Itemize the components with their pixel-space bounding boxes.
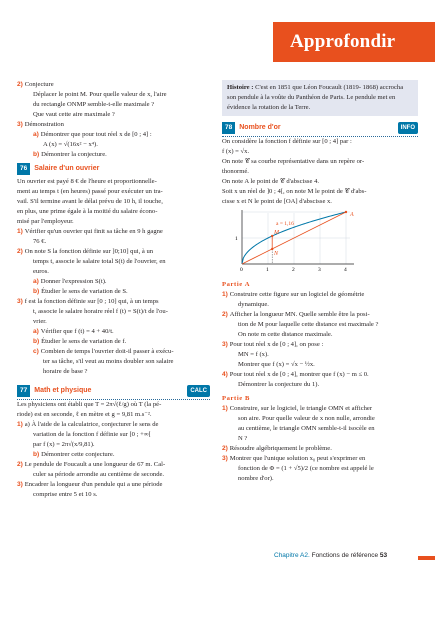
item-text: thonormé. xyxy=(222,168,249,175)
text-line xyxy=(222,300,418,310)
item-text: cisse x et N le point de [OA] d'abscisse x. xyxy=(222,198,332,205)
history-box xyxy=(222,80,418,116)
text-line xyxy=(17,450,210,460)
exercise-78-body xyxy=(222,137,418,207)
text-line xyxy=(17,140,210,150)
info-badge: INFO xyxy=(398,122,418,134)
item-text: Pour tout réel x de [0 ; 4], on pose : xyxy=(229,341,324,348)
item-text: Afficher la longueur MN. Quelle semble être la posi- xyxy=(229,311,370,318)
text-line xyxy=(17,460,210,470)
item-text: Construire, sur le logiciel, le triangle OMN et afficher xyxy=(229,405,373,412)
item-number: b) xyxy=(33,288,42,295)
text-line xyxy=(222,197,418,207)
item-text: Démontrer que pour tout réel x de [0 ; 4] : xyxy=(40,131,152,138)
history-text: C'est en 1851 que Léon Foucault (1819- 1868) accrocha son pendule à la voûte du Panthéon de Paris. Le pendule met en évidence la rotation de la Terre. xyxy=(227,84,404,111)
item-text: Démonstration xyxy=(24,121,64,128)
item-number: b) xyxy=(33,338,42,345)
item-text: Déplacer le point M. Pour quelle valeur de x, l'aire xyxy=(33,91,167,98)
exercise-77-header xyxy=(17,385,210,397)
item-text: Montrer que f (x) = √x − ½x. xyxy=(238,361,315,368)
item-text: Combien de temps l'ouvrier doit-il passer à exécu- xyxy=(40,348,174,355)
item-number: 1) xyxy=(222,405,230,412)
text-line xyxy=(17,90,210,100)
item-text: f (x) = √x. xyxy=(222,148,250,155)
text-line xyxy=(222,370,418,380)
text-line xyxy=(17,207,210,217)
text-line xyxy=(17,490,210,500)
text-line xyxy=(17,317,210,327)
part-a-title: Partie A xyxy=(222,281,251,288)
item-number: 1) xyxy=(222,291,230,298)
item-text: comprise entre 5 et 10 s. xyxy=(33,491,98,498)
tick-1: 1 xyxy=(266,267,269,272)
label-a-value: a = 1,16 xyxy=(276,221,294,227)
text-line xyxy=(222,147,418,157)
item-text: a) À l'aide de la calculatrice, conjecturer le sens de xyxy=(24,421,159,428)
text-line xyxy=(17,420,210,430)
section-title: Approfondir xyxy=(290,31,396,52)
item-text: MN = f (x). xyxy=(238,351,269,358)
item-text: riode) est en seconde, ℓ en mètre et g = 9,81 m.s⁻². xyxy=(17,411,152,418)
history-label: Histoire : xyxy=(227,84,254,91)
item-text: ter sa tâche, s'il veut au moins doubler son salaire xyxy=(43,358,174,365)
exercise-76-title: Salaire d'un ouvrier xyxy=(34,165,100,172)
text-line xyxy=(17,347,210,357)
text-line xyxy=(17,227,210,237)
right-column xyxy=(222,80,418,484)
item-text: au centième, le triangle OMN semble-t-il isocèle en xyxy=(238,425,375,432)
item-text: Construire cette figure sur un logiciel de géométrie xyxy=(229,291,365,298)
text-line xyxy=(17,150,210,160)
item-text: par f (x) = 2π√(x/9,81). xyxy=(33,441,95,448)
exercise-78-header xyxy=(222,122,418,134)
section-banner xyxy=(273,22,435,62)
text-line xyxy=(222,474,418,484)
part-b-body xyxy=(222,404,418,484)
item-text: Soit x un réel de ]0 ; 4[, on note M le point de 𝒞 d'abs- xyxy=(222,188,367,195)
footer-accent-bar xyxy=(418,556,435,560)
text-line xyxy=(222,157,418,167)
text-line xyxy=(17,100,210,110)
item-text: Étudier le sens de variation de f. xyxy=(41,338,127,345)
tick-3: 3 xyxy=(318,267,321,272)
item-text: son aire. Pour quelle valeur de x non nulle, arrondie xyxy=(238,415,375,422)
item-text: en plus, une prime égale à la moitié du salaire écono- xyxy=(17,208,158,215)
item-text: tion de M pour laquelle cette distance est maximale ? xyxy=(238,321,379,328)
exercise-77-title: Math et physique xyxy=(34,387,92,394)
text-line xyxy=(222,320,418,330)
cont-lines xyxy=(17,80,210,160)
text-line xyxy=(17,177,210,187)
item-text: Conjecture xyxy=(24,81,54,88)
text-line xyxy=(17,217,210,227)
sqrt-figure xyxy=(232,210,418,276)
text-line xyxy=(17,237,210,247)
exercise-76-number: 76 xyxy=(17,163,30,175)
item-text: On considère la fonction f définie sur [0 ; 4] par : xyxy=(222,138,352,145)
item-number: 1) xyxy=(17,228,25,235)
text-line xyxy=(17,267,210,277)
text-line xyxy=(17,430,210,440)
item-number: 3) xyxy=(222,341,230,348)
item-text: temps t, associe le salaire total S(t) de l'ouvrier, en xyxy=(33,258,166,265)
text-line xyxy=(17,440,210,450)
item-text: Démontrer la conjecture. xyxy=(41,151,107,158)
item-text: dynamique. xyxy=(238,301,269,308)
item-text: fonction de Φ = (1 + √5)/2 (ce nombre est appelé le xyxy=(238,465,374,472)
text-line xyxy=(17,277,210,287)
text-line xyxy=(222,167,418,177)
text-line xyxy=(222,290,418,300)
item-text: Vérifier qu'un ouvrier qui finit sa tâche en 9 h gagne xyxy=(24,228,163,235)
item-text: Que vaut cette aire maximale ? xyxy=(33,111,115,118)
text-line xyxy=(17,410,210,420)
text-line xyxy=(222,310,418,320)
item-number: 2) xyxy=(222,311,230,318)
text-line xyxy=(17,187,210,197)
item-number: a) xyxy=(33,278,41,285)
text-line xyxy=(17,257,210,267)
item-text: A (x) = √(16x² − x⁴). xyxy=(43,141,98,148)
item-text: t, associe le salaire horaire réel f (t) = S(t)/t de l'ou- xyxy=(33,308,168,315)
item-text: Vérifier que f (t) = 4 + 40/t. xyxy=(40,328,114,335)
exercise-76-header xyxy=(17,163,210,175)
item-text: Montrer que l'unique solution x₀ peut s'exprimer en xyxy=(229,455,366,462)
text-line xyxy=(222,404,418,414)
label-point-n: N xyxy=(274,251,279,257)
item-text: Les physiciens ont établi que T = 2π√(ℓ/g) où T (la pé- xyxy=(17,401,162,408)
footer-section: Fonctions de référence xyxy=(311,552,379,559)
item-text: nombre d'or). xyxy=(238,475,274,482)
text-line xyxy=(17,130,210,140)
item-text: Donner l'expression S(t). xyxy=(40,278,107,285)
label-point-m: M xyxy=(274,230,279,236)
part-b-title: Partie B xyxy=(222,395,251,402)
item-text: On note A le point de 𝒞 d'abscisse 4. xyxy=(222,178,320,185)
item-text: horaire de base ? xyxy=(43,368,88,375)
text-line xyxy=(17,120,210,130)
figure-svg xyxy=(232,210,362,272)
tick-2: 2 xyxy=(292,267,295,272)
exercise-78-title: Nombre d'or xyxy=(239,124,281,131)
item-text: On note 𝒞 sa courbe représentative dans un repère or- xyxy=(222,158,365,165)
tick-4: 4 xyxy=(344,267,347,272)
item-number: b) xyxy=(33,451,42,458)
item-text: Étudier le sens de variation de S. xyxy=(41,288,128,295)
item-text: 76 €. xyxy=(33,238,47,245)
item-number: 4) xyxy=(222,371,230,378)
text-line xyxy=(222,137,418,147)
item-number: 1) xyxy=(17,421,25,428)
text-line xyxy=(17,470,210,480)
text-line xyxy=(17,197,210,207)
text-line xyxy=(17,307,210,317)
item-text: f est la fonction définie sur [0 ; 10] qui, à un temps xyxy=(24,298,159,305)
item-text: misé par l'employeur. xyxy=(17,218,74,225)
exercise-77-body xyxy=(17,400,210,500)
text-line xyxy=(17,297,210,307)
text-line xyxy=(222,414,418,424)
text-line xyxy=(17,110,210,120)
item-text: culer sa période arrondie au centième de seconde. xyxy=(33,471,165,478)
tick-0: 0 xyxy=(240,267,243,272)
calc-badge: CALC xyxy=(187,385,210,397)
exercise-76-body xyxy=(17,177,210,377)
item-text: Pour tout réel x de [0 ; 4], montrer que f (x) − m ≤ 0. xyxy=(229,371,369,378)
item-text: On note S la fonction définie sur ]0;10] qui, à un xyxy=(24,248,154,255)
page-footer xyxy=(274,552,387,559)
text-line xyxy=(222,187,418,197)
item-text: N ? xyxy=(238,435,248,442)
text-line xyxy=(222,330,418,340)
item-number: 2) xyxy=(222,445,230,452)
exercise-78-number: 78 xyxy=(222,122,235,134)
text-line xyxy=(222,340,418,350)
text-line xyxy=(222,464,418,474)
text-line xyxy=(17,337,210,347)
item-text: Démontrer la conjecture du 1). xyxy=(238,381,320,388)
text-line xyxy=(222,177,418,187)
text-line xyxy=(17,287,210,297)
text-line xyxy=(222,360,418,370)
item-number: 2) xyxy=(17,81,25,88)
item-number: 3) xyxy=(17,481,25,488)
text-line xyxy=(17,327,210,337)
text-line xyxy=(17,480,210,490)
item-text: euros. xyxy=(33,268,49,275)
text-line xyxy=(17,357,210,367)
item-text: ment au temps t (en heures) passé pour exécuter un tra- xyxy=(17,188,163,195)
text-line xyxy=(17,247,210,257)
item-number: b) xyxy=(33,151,42,158)
footer-chapter: Chapitre A2. xyxy=(274,552,310,559)
item-text: On note m cette distance maximale. xyxy=(238,331,333,338)
item-text: du rectangle ONMP semble-t-elle maximale ? xyxy=(33,101,155,108)
item-number: a) xyxy=(33,131,41,138)
text-line xyxy=(222,350,418,360)
point-n xyxy=(271,248,273,250)
text-line xyxy=(222,424,418,434)
tick-y1: 1 xyxy=(235,236,238,242)
item-number: 2) xyxy=(17,248,25,255)
item-number: 3) xyxy=(17,121,25,128)
item-text: Résoudre algébriquement le problème. xyxy=(229,445,332,452)
text-line xyxy=(222,434,418,444)
item-number: 3) xyxy=(222,455,230,462)
point-a xyxy=(345,211,347,213)
item-text: vail. S'il termine avant le délai prévu de 10 h, il touche, xyxy=(17,198,163,205)
item-text: Démontrer cette conjecture. xyxy=(41,451,115,458)
text-line xyxy=(222,454,418,464)
text-line xyxy=(17,400,210,410)
text-line xyxy=(222,444,418,454)
item-text: Un ouvrier est payé 8 € de l'heure et proportionnelle- xyxy=(17,178,157,185)
footer-page-number: 53 xyxy=(379,552,388,559)
text-line xyxy=(17,367,210,377)
item-text: Encadrer la longueur d'un pendule qui a une période xyxy=(24,481,163,488)
item-number: 2) xyxy=(17,461,25,468)
label-point-a: A xyxy=(350,212,354,218)
left-column xyxy=(17,80,210,500)
exercise-77-number: 77 xyxy=(17,385,30,397)
item-number: c) xyxy=(33,348,41,355)
item-text: variation de la fonction f définie sur [0 ; +∞[ xyxy=(33,431,151,438)
text-line xyxy=(17,80,210,90)
item-number: 3) xyxy=(17,298,25,305)
item-text: vrier. xyxy=(33,318,47,325)
part-a-body xyxy=(222,290,418,390)
item-text: Le pendule de Foucault a une longueur de 67 m. Cal- xyxy=(24,461,166,468)
item-number: a) xyxy=(33,328,41,335)
text-line xyxy=(222,380,418,390)
